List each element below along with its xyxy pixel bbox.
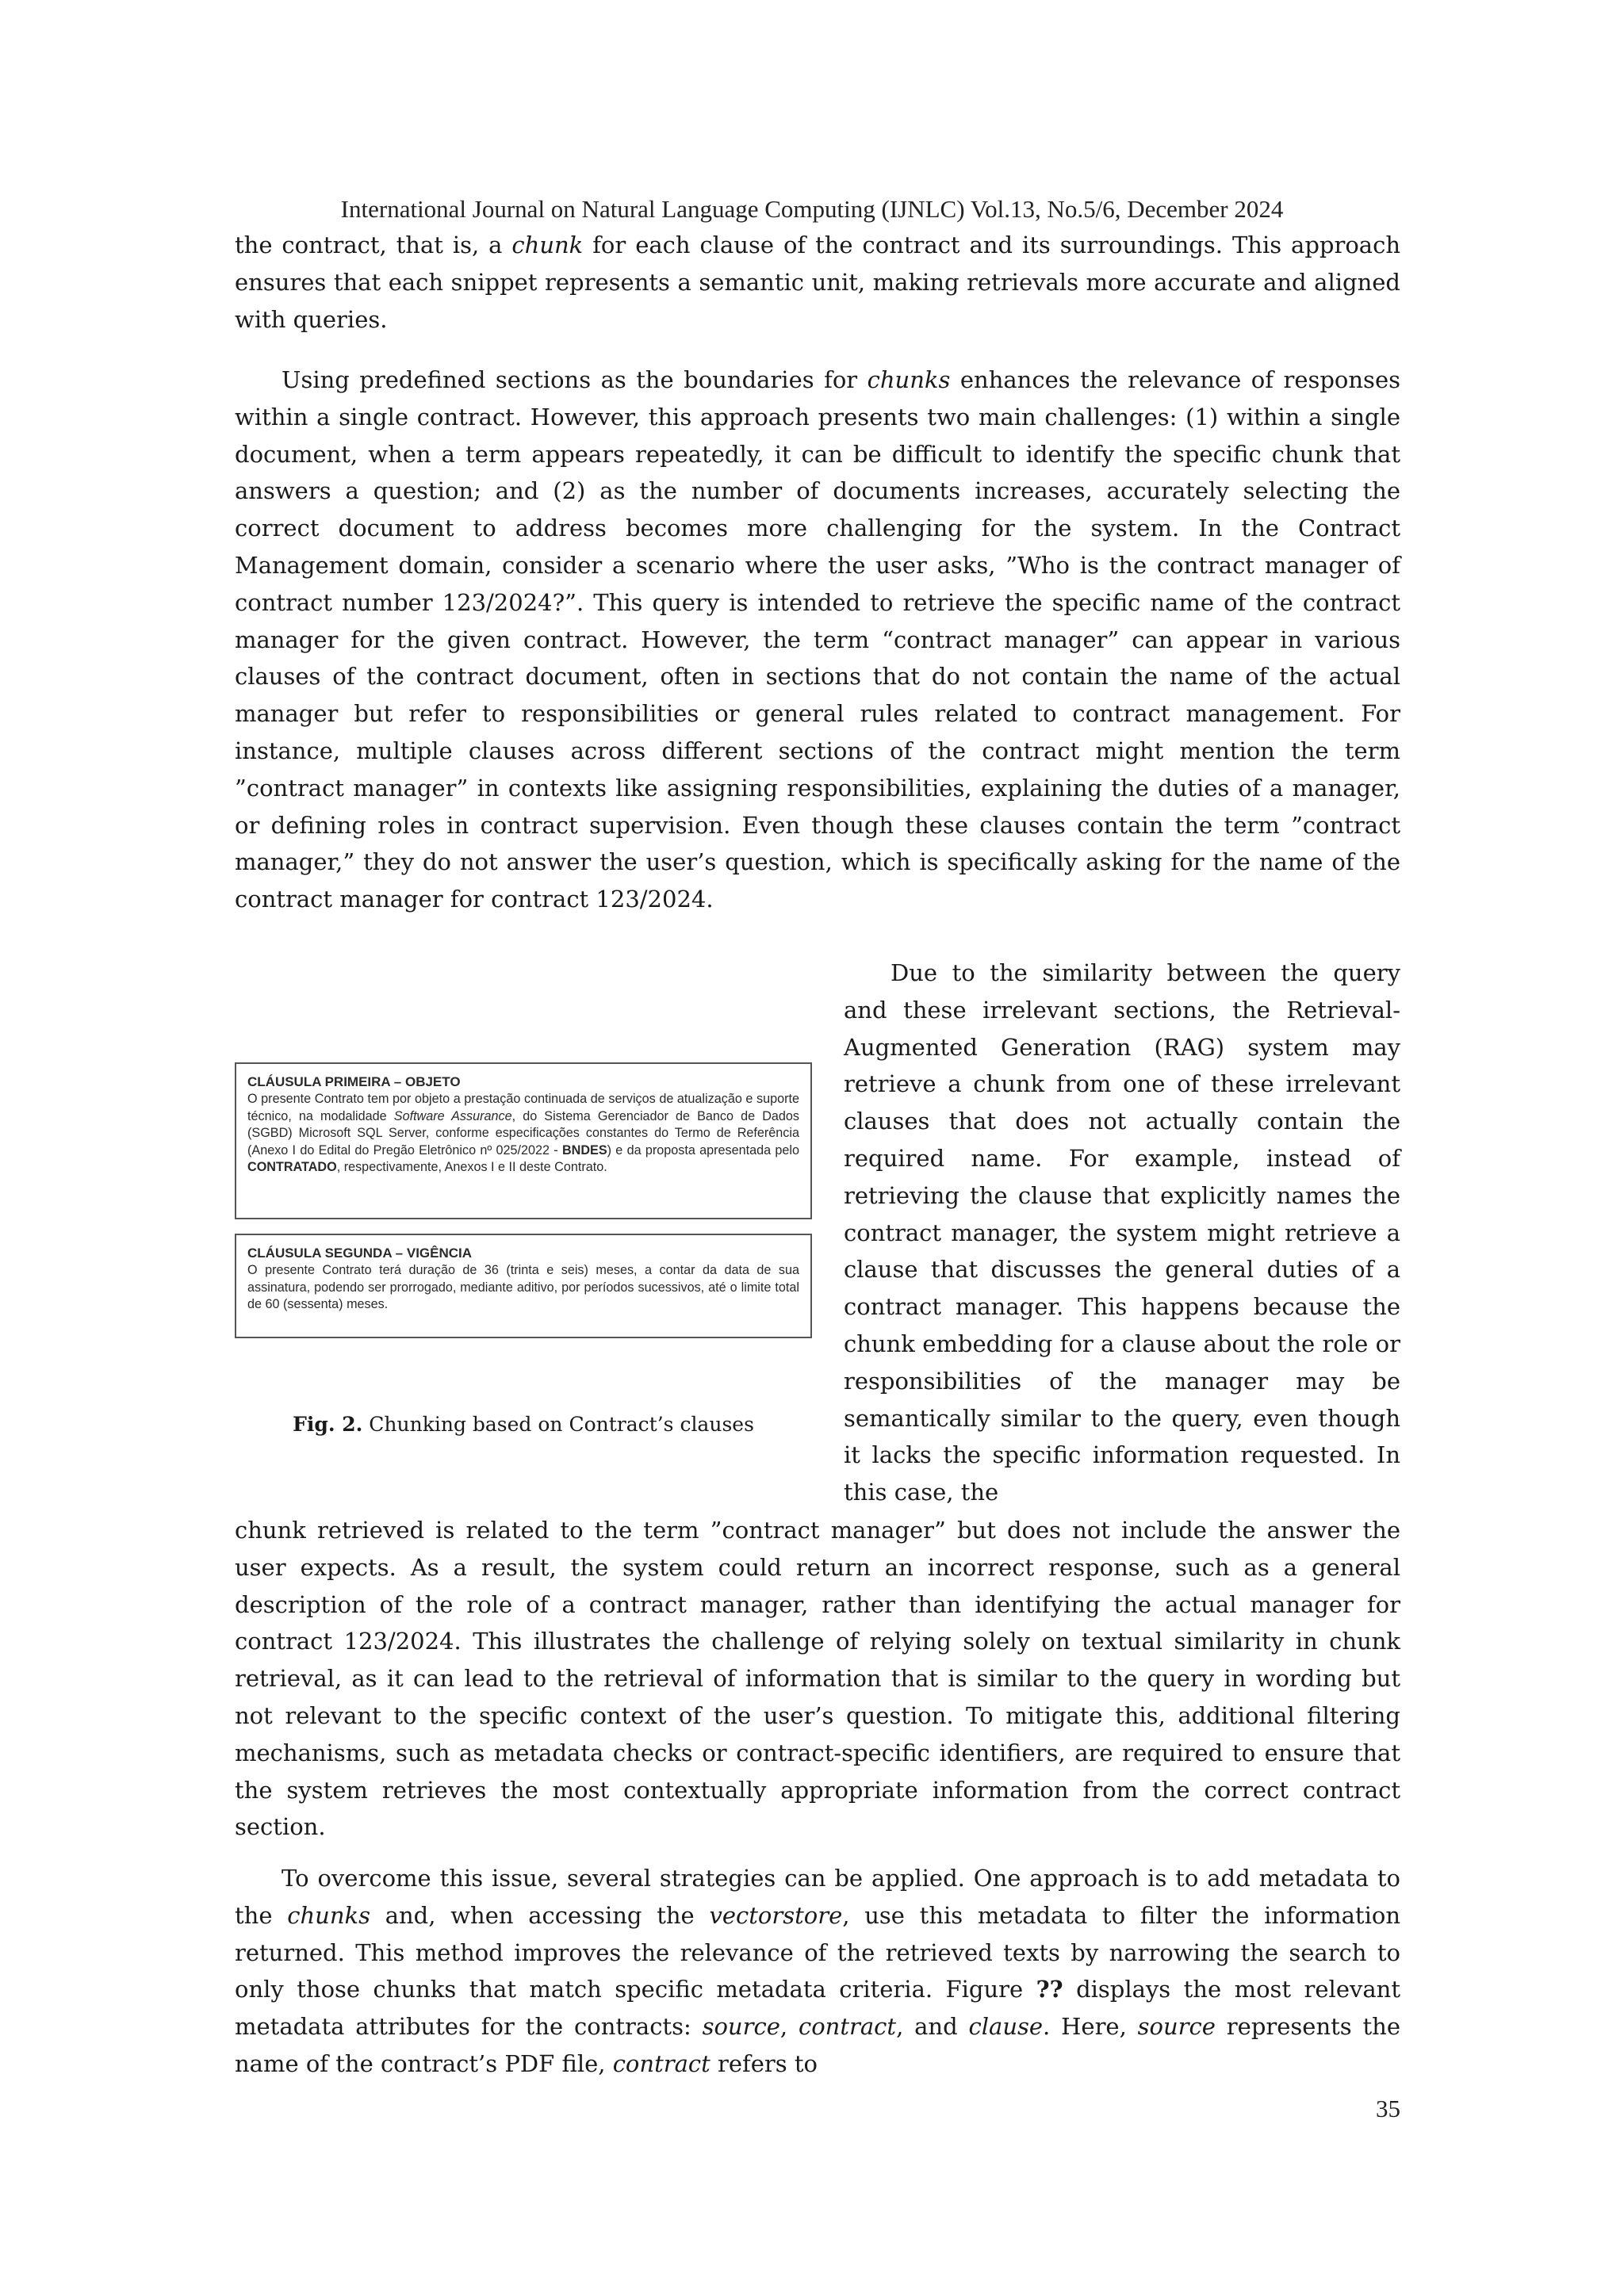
paragraph-1: the contract, that is, a chunk for each clause of the contract and its surroundings. This approach ensures that each snippet represents a semantic unit, making retrievals more accurate and aligned with queries. — [235, 232, 1400, 333]
page-number: 35 — [1376, 2095, 1400, 2122]
paragraph-3-continued: chunk retrieved is related to the term ”contract manager” but does not include the answer the user expects. As a result, the system could return an incorrect response, such as a general description of the role of a contract manager, rather than identifying the actual manager for contract 123/2024. This illustrates the challenge of relying solely on textual similarity in chunk retrieval, as it can lead to the retrieval of information that is similar to the query in wording but not relevant to the specific context of the user’s question. To mitigate this, additional filtering mechanisms, such as metadata checks or contract-specific identifiers, are required to ensure that the system retrieves the most contextually appropriate information from the correct contract section. — [235, 1517, 1400, 1841]
clause-box-segunda — [235, 1234, 812, 1338]
figure-2 — [235, 1062, 812, 1338]
clause-title: CLÁUSULA PRIMEIRA – OBJETO — [247, 1074, 461, 1089]
clause-box-primeira — [235, 1062, 812, 1219]
clause-title: CLÁUSULA SEGUNDA – VIGÊNCIA — [247, 1246, 473, 1261]
paragraph-3-wrapped: Due to the similarity between the query and these irrelevant sections, the Retrieval-Augmented Generation (RAG) system may retrieve a chunk from one of these irrelevant clauses that does not actually contain the required name. For example, instead of retrieving the clause that explicitly names the contract manager, the system might retrieve a clause that discusses the general duties of a contract manager. This happens because the chunk embedding for a clause about the role or responsibilities of the manager may be semantically similar to the query, even though it lacks the specific information requested. In this case, the — [844, 959, 1400, 1506]
clause-body: O presente Contrato terá duração de 36 (trinta e seis) meses, a contar da data de sua assinatura, podendo ser prorrogado, mediante aditivo, por períodos sucessivos, até o limite total de 60 (sessenta) meses. — [247, 1263, 799, 1312]
figure-caption: Fig. 2. Chunking based on Contract’s clauses — [293, 1413, 754, 1436]
running-header: International Journal on Natural Language Computing (IJNLC) Vol.13, No.5/6, December 2024 — [340, 195, 1284, 223]
paragraph-4: To overcome this issue, several strategies can be applied. One approach is to add metadata to the chunks and, when accessing the vectorstore, use this metadata to filter the information returned. This method improves the relevance of the retrieved texts by narrowing the search to only those chunks that match specific metadata criteria. Figure ?? displays the most relevant metadata attributes for the contracts: source, contract, and clause. Here, source represents the name of the contract’s PDF file, contract refers to — [235, 1865, 1401, 2077]
clause-body: O presente Contrato tem por objeto a prestação continuada de serviços de atualização e suporte técnico, na modalidade Software Assurance, do Sistema Gerenciador de Banco de Dados (SGBD) Microsoft SQL Server, conforme especificações constantes do Termo de Referência (Anexo I do Edital do Pregão Eletrônico nº 025/2022 - BNDES) e da proposta apresentada pelo CONTRATADO, respectivamente, Anexos I e II deste Contrato. — [247, 1092, 800, 1175]
paragraph-2: Using predefined sections as the boundaries for chunks enhances the relevance of responses within a single contract. However, this approach presents two main challenges: (1) within a single document, when a term appears repeatedly, it can be difficult to identify the specific chunk that answers a question; and (2) as the number of documents increases, accurately selecting the correct document to address becomes more challenging for the system. In the Contract Management domain, consider a scenario where the user asks, ”Who is the contract manager of contract number 123/2024?”. This query is intended to retrieve the specific name of the contract manager for the given contract. However, the term “contract manager” can appear in various clauses of the contract document, often in sections that do not contain the name of the actual manager but refer to responsibilities or general rules related to contract management. For instance, multiple clauses across different sections of the contract might mention the term ”contract manager” in contexts like assigning responsibilities, explaining the duties of a manager, or defining roles in contract supervision. Even though these clauses contain the term ”contract manager,” they do not answer the user’s question, which is specifically asking for the name of the contract manager for contract 123/2024. — [235, 366, 1400, 913]
